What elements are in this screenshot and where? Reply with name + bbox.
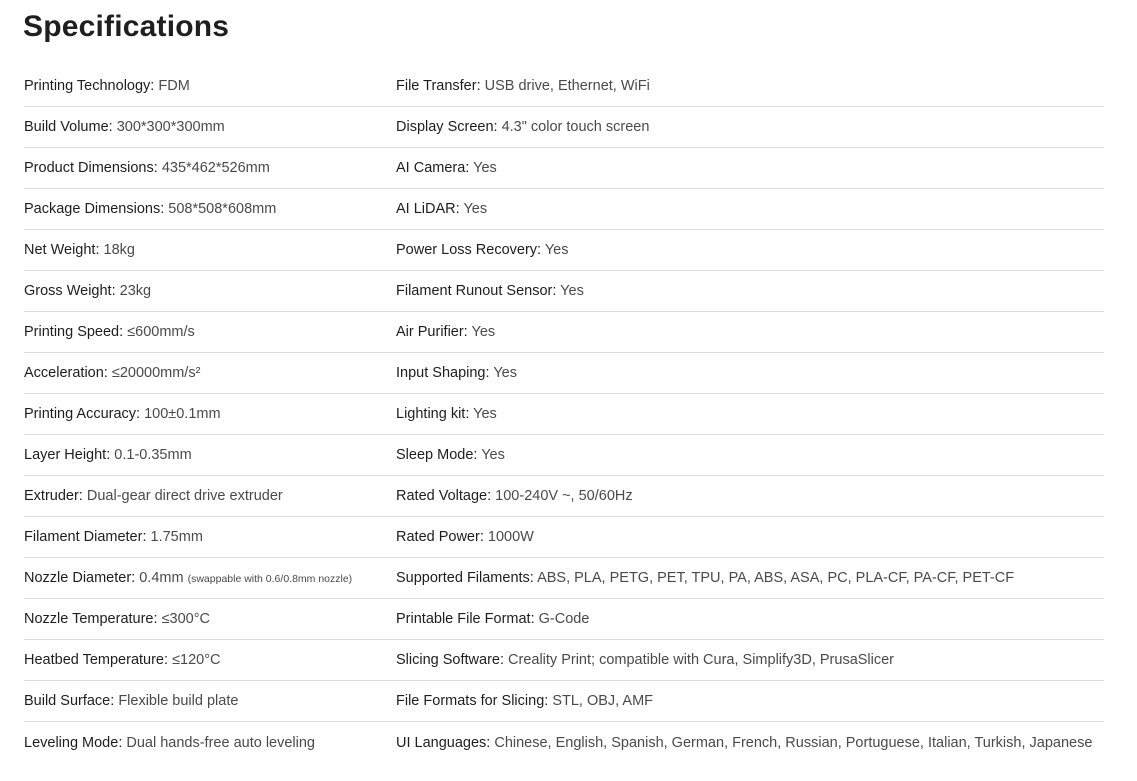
spec-row <box>24 681 1104 722</box>
spec-value: 18kg <box>103 242 135 258</box>
spec-value: 1000W <box>487 529 534 545</box>
spec-value: 300*300*300mm <box>116 119 225 135</box>
spec-row <box>24 722 1104 763</box>
spec-table <box>24 66 1104 763</box>
spec-row <box>24 271 1104 312</box>
spec-value: FDM <box>158 78 190 94</box>
spec-label: Build Volume: <box>24 119 113 135</box>
spec-label: Acceleration: <box>24 365 108 381</box>
spec-value: Yes <box>481 447 505 463</box>
spec-label: Air Purifier: <box>396 324 468 340</box>
spec-row <box>24 599 1104 640</box>
spec-value: Yes <box>473 160 497 176</box>
spec-value: Chinese, English, Spanish, German, French, Russian, Portuguese, Italian, Turkish, Japanese <box>494 734 1093 751</box>
spec-cell-left <box>24 160 396 176</box>
spec-value: 100-240V ~, 50/60Hz <box>495 488 633 504</box>
spec-label: Extruder: <box>24 488 83 504</box>
spec-label: UI Languages: <box>396 734 491 751</box>
spec-value: Dual-gear direct drive extruder <box>86 488 283 504</box>
spec-row <box>24 148 1104 189</box>
spec-label: Input Shaping: <box>396 365 490 381</box>
spec-label: Printable File Format: <box>396 611 535 627</box>
spec-label: Printing Accuracy: <box>24 406 141 422</box>
spec-cell-right <box>396 693 1104 709</box>
spec-value: 100±0.1mm <box>144 406 221 422</box>
spec-label: Rated Power: <box>396 529 484 545</box>
spec-cell-left <box>24 78 396 94</box>
spec-label: AI LiDAR: <box>396 201 460 217</box>
spec-row <box>24 66 1104 107</box>
spec-value: Creality Print; compatible with Cura, Simplify3D, PrusaSlicer <box>508 652 895 668</box>
spec-cell-right <box>396 529 1104 545</box>
spec-row <box>24 640 1104 681</box>
spec-note: (swappable with 0.6/0.8mm nozzle) <box>187 573 353 585</box>
spec-row <box>24 189 1104 230</box>
spec-cell-left <box>24 611 396 627</box>
spec-value: STL, OBJ, AMF <box>552 693 654 709</box>
spec-label: Layer Height: <box>24 447 111 463</box>
spec-label: Leveling Mode: <box>24 734 123 751</box>
spec-cell-left <box>24 488 396 504</box>
spec-cell-right <box>396 242 1104 258</box>
spec-label: Lighting kit: <box>396 406 470 422</box>
spec-value: 0.1-0.35mm <box>114 447 192 463</box>
spec-value: 508*508*608mm <box>168 201 277 217</box>
spec-cell-right <box>396 570 1104 586</box>
spec-cell-left <box>24 242 396 258</box>
spec-row <box>24 435 1104 476</box>
spec-cell-left <box>24 529 396 545</box>
spec-label: Power Loss Recovery: <box>396 242 542 258</box>
spec-cell-left <box>24 283 396 299</box>
spec-cell-left <box>24 652 396 668</box>
page-title: Specifications <box>23 10 230 43</box>
spec-label: Net Weight: <box>24 242 100 258</box>
spec-value: 23kg <box>119 283 152 299</box>
spec-cell-right <box>396 119 1104 135</box>
spec-row <box>24 517 1104 558</box>
spec-label: Gross Weight: <box>24 283 116 299</box>
spec-label: Display Screen: <box>396 119 498 135</box>
spec-label: Sleep Mode: <box>396 447 478 463</box>
spec-label: Printing Speed: <box>24 324 124 340</box>
spec-cell-left <box>24 201 396 217</box>
spec-value: Yes <box>471 324 496 340</box>
spec-value: ABS, PLA, PETG, PET, TPU, PA, ABS, ASA, PC, PLA-CF, PA-CF, PET-CF <box>537 570 1015 586</box>
spec-cell-right <box>396 652 1104 668</box>
spec-label: Nozzle Diameter: <box>24 570 136 586</box>
spec-value: 1.75mm <box>150 529 203 545</box>
spec-cell-right <box>396 78 1104 94</box>
spec-cell-right <box>396 160 1104 176</box>
spec-cell-left <box>24 735 396 751</box>
spec-cell-right <box>396 324 1104 340</box>
spec-cell-right <box>396 283 1104 299</box>
spec-row <box>24 476 1104 517</box>
spec-label: Filament Diameter: <box>24 529 147 545</box>
spec-value: Yes <box>463 201 488 217</box>
spec-value: ≤300°C <box>161 611 210 627</box>
spec-value: USB drive, Ethernet, WiFi <box>484 78 650 94</box>
spec-value: Yes <box>544 242 569 258</box>
spec-label: Package Dimensions: <box>24 201 165 217</box>
spec-row <box>24 353 1104 394</box>
spec-value: 0.4mm <box>139 570 184 586</box>
spec-cell-right <box>396 611 1104 627</box>
spec-cell-left <box>24 365 396 381</box>
spec-label: Supported Filaments: <box>396 570 534 586</box>
spec-label: AI Camera: <box>396 160 470 176</box>
spec-cell-right <box>396 365 1104 381</box>
spec-value: 4.3" color touch screen <box>501 119 650 135</box>
spec-cell-left <box>24 324 396 340</box>
spec-cell-left <box>24 119 396 135</box>
spec-row <box>24 394 1104 435</box>
spec-label: File Transfer: <box>396 78 481 94</box>
spec-value: G-Code <box>538 611 590 627</box>
spec-label: Heatbed Temperature: <box>24 652 169 668</box>
spec-row <box>24 558 1104 599</box>
spec-value: 435*462*526mm <box>161 160 270 176</box>
spec-label: Slicing Software: <box>396 652 504 668</box>
spec-value: ≤20000mm/s² <box>111 365 201 381</box>
spec-cell-left <box>24 693 396 709</box>
spec-label: Rated Voltage: <box>396 488 492 504</box>
spec-value: Yes <box>560 283 584 299</box>
spec-value: Dual hands-free auto leveling <box>126 734 315 751</box>
spec-value: Flexible build plate <box>118 693 239 709</box>
spec-cell-right <box>396 447 1104 463</box>
spec-label: Printing Technology: <box>24 78 155 94</box>
spec-value: ≤120°C <box>172 652 221 668</box>
spec-label: Product Dimensions: <box>24 160 158 176</box>
spec-value: ≤600mm/s <box>127 324 195 340</box>
spec-cell-left <box>24 406 396 422</box>
spec-cell-right <box>396 406 1104 422</box>
spec-cell-left <box>24 570 396 586</box>
spec-label: File Formats for Slicing: <box>396 693 549 709</box>
spec-label: Build Surface: <box>24 693 115 709</box>
spec-value: Yes <box>473 406 497 422</box>
spec-row <box>24 312 1104 353</box>
spec-value: Yes <box>493 365 517 381</box>
spec-label: Filament Runout Sensor: <box>396 283 557 299</box>
spec-label: Nozzle Temperature: <box>24 611 158 627</box>
spec-cell-right <box>396 201 1104 217</box>
spec-cell-right <box>396 735 1104 751</box>
spec-cell-right <box>396 488 1104 504</box>
spec-cell-left <box>24 447 396 463</box>
spec-row <box>24 107 1104 148</box>
spec-row <box>24 230 1104 271</box>
